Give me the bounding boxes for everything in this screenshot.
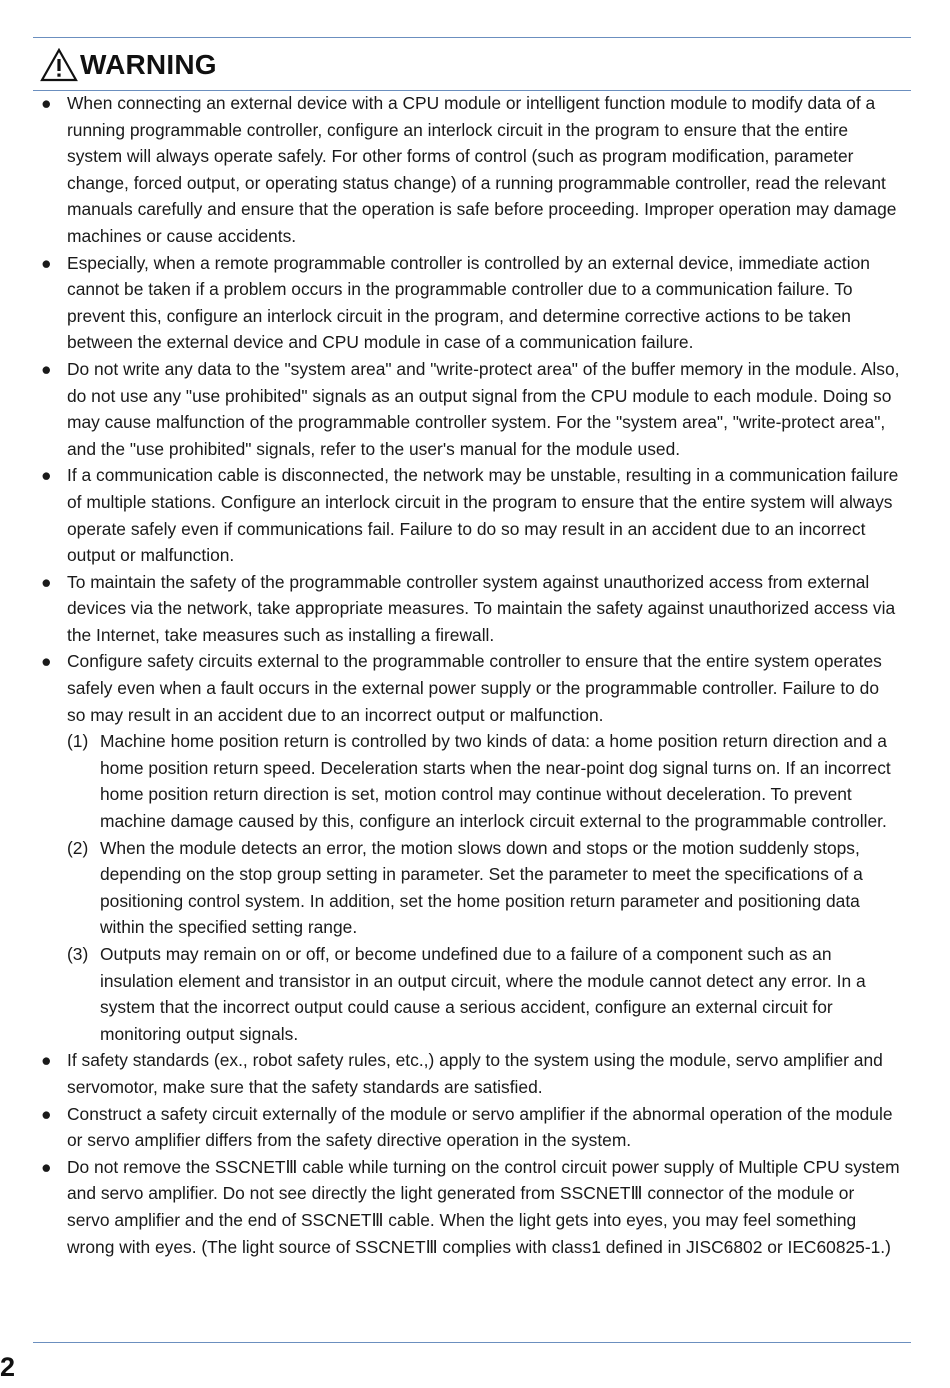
bullet-icon: ●	[41, 571, 52, 592]
bullet-icon: ●	[41, 1050, 52, 1071]
list-item-text: To maintain the safety of the programmable controller system against unauthorized access from external devices via the network, take appropriate measures. To maintain the safety against unauthorized access via the Internet, take measures such as installing a firewall.	[67, 571, 896, 645]
list-item-text: Do not remove the SSCNETⅢ cable while turning on the control circuit power supply of Multiple CPU system and servo amplifier. Do not see directly the light generated from SSCNETⅢ connector of the module or servo amplifier and the end of SSCNETⅢ cable. When the light gets into eyes, you may feel something wrong with eyes. (The light source of SSCNETⅢ complies with class1 defined in JISC6802 or IEC60825-1.)	[67, 1156, 900, 1257]
list-item-text: Especially, when a remote programmable controller is controlled by an external device, immediate action cannot be taken if a problem occurs in the programmable controller due to a communication failure. To prevent this, configure an interlock circuit in the program, and determine corrective actions to be taken between the external device and CPU module in case of a communication failure.	[67, 252, 870, 353]
list-item-text: When connecting an external device with a CPU module or intelligent function module to modify data of a running programmable controller, configure an interlock circuit in the program to ensure that the entire system will always operate safely. For other forms of control (such as program modification, parameter change, forced output, or operating status change) of a running programmable controller, read the relevant manuals carefully and ensure that the operation is safe before proceeding. Improper operation may damage machines or cause accidents.	[67, 93, 897, 246]
list-item	[38, 462, 900, 568]
warning-triangle-icon	[40, 48, 78, 82]
bullet-icon: ●	[41, 93, 52, 113]
list-item-text: Do not write any data to the "system area" and "write-protect area" of the buffer memory in the module. Also, do not use any "use prohibited" signals as an output signal from the CPU module to each module. Doing so may cause malfunction of the programmable controller system. For the "system area", "write-protect area", and the "use prohibited" signals, refer to the user's manual for the module used.	[67, 358, 900, 459]
warning-content	[38, 90, 900, 1260]
list-item	[38, 648, 900, 1047]
bullet-icon: ●	[41, 358, 52, 379]
sub-item-text: When the module detects an error, the motion slows down and stops or the motion suddenly stops, depending on the stop group setting in parameter. Set the parameter to meet the specifications of a positioning control system. In addition, set the home position return parameter and positioning data within the specified setting range.	[100, 837, 863, 938]
bullet-icon: ●	[41, 1103, 52, 1124]
bullet-icon: ●	[41, 465, 52, 486]
bottom-rule	[33, 1342, 911, 1343]
list-item	[38, 1047, 900, 1100]
top-rule	[33, 37, 911, 38]
sub-list-item	[67, 835, 900, 941]
sub-list-item	[67, 728, 900, 834]
list-item	[38, 250, 900, 356]
list-item	[38, 569, 900, 649]
bullet-icon: ●	[41, 1156, 52, 1177]
list-item	[38, 90, 900, 250]
list-item	[38, 356, 900, 462]
page-number: 2	[0, 1352, 16, 1382]
list-item-text: If a communication cable is disconnected, the network may be unstable, resulting in a communication failure of multiple stations. Configure an interlock circuit in the program to ensure that the entire system will always operate safely even if communications fail. Failure to do so may result in an accident due to an incorrect output or malfunction.	[67, 465, 899, 566]
warning-title: WARNING	[80, 49, 217, 80]
sub-list-item	[67, 941, 900, 1047]
sub-item-text: Machine home position return is controlled by two kinds of data: a home position return direction and a home position return speed. Deceleration starts when the near-point dog signal turns on. If an incorrect home position return direction is set, motion control may continue without deceleration. To prevent machine damage caused by this, configure an interlock circuit external to the programmable controller.	[100, 731, 891, 832]
list-item-body	[67, 648, 900, 1047]
bullet-icon: ●	[41, 252, 52, 273]
sub-item-number: (1)	[67, 731, 89, 752]
list-item-text: Construct a safety circuit externally of the module or servo amplifier if the abnormal operation of the module or servo amplifier differs from the safety directive operation in the system.	[67, 1103, 893, 1151]
list-item-text: If safety standards (ex., robot safety rules, etc.,) apply to the system using the module, servo amplifier and servomotor, make sure that the safety standards are satisfied.	[67, 1050, 883, 1097]
list-item	[38, 1101, 900, 1154]
list-item	[38, 1154, 900, 1260]
sub-item-number: (2)	[67, 837, 89, 858]
sub-item-number: (3)	[67, 944, 89, 964]
bullet-icon: ●	[41, 651, 52, 672]
list-item-text: Configure safety circuits external to the programmable controller to ensure that the entire system operates safely even when a fault occurs in the external power supply or the programmable controller. Failure to do so may result in an accident due to an incorrect output or malfunction.	[67, 651, 882, 725]
warning-header	[40, 46, 217, 84]
sub-item-text: Outputs may remain on or off, or become undefined due to a failure of a component such as an insulation element and transistor in an output circuit, where the module cannot detect any error. In a system that the incorrect output could cause a serious accident, configure an external circuit for monitoring output signals.	[100, 944, 866, 1044]
